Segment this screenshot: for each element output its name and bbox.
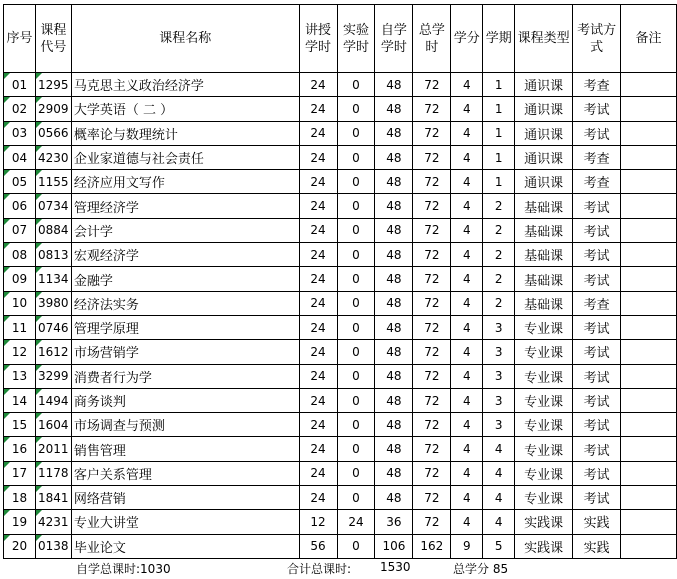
footer-self-total: 自学总课时:1030 [76,562,171,576]
row-self: 48 [375,145,413,169]
row-term: 2 [483,267,515,291]
table-row [4,97,677,121]
header-lecture: 讲授学时 [299,5,337,73]
row-code: 3980 [35,291,71,315]
row-seq: 11 [4,315,36,339]
row-lecture: 24 [299,243,337,267]
row-name: 市场营销学 [71,340,299,364]
row-lecture: 24 [299,364,337,388]
row-self: 48 [375,170,413,194]
row-exam: 考试 [573,461,621,485]
row-self: 48 [375,267,413,291]
header-name: 课程名称 [71,5,299,73]
row-type: 专业课 [515,437,573,461]
row-name: 毕业论文 [71,534,299,558]
row-name: 商务谈判 [71,388,299,412]
row-credit: 4 [451,291,483,315]
row-seq: 16 [4,437,36,461]
row-name: 宏观经济学 [71,243,299,267]
table-row [4,121,677,145]
row-name: 管理经济学 [71,194,299,218]
row-exam: 考试 [573,437,621,461]
row-term: 3 [483,315,515,339]
row-exam: 考试 [573,413,621,437]
row-seq: 17 [4,461,36,485]
row-self: 48 [375,121,413,145]
row-name: 经济应用文写作 [71,170,299,194]
footer-credit-total: 总学分 85 [453,562,509,576]
row-total: 72 [413,461,451,485]
table-row [4,194,677,218]
row-credit: 4 [451,340,483,364]
row-type: 专业课 [515,388,573,412]
row-exam: 考试 [573,315,621,339]
row-note [621,364,677,388]
row-lab: 0 [337,218,375,242]
row-lecture: 24 [299,97,337,121]
row-lecture: 56 [299,534,337,558]
row-seq: 10 [4,291,36,315]
table-row [4,73,677,97]
row-exam: 考查 [573,291,621,315]
row-name: 金融学 [71,267,299,291]
row-note [621,510,677,534]
row-type: 通识课 [515,73,573,97]
row-seq: 18 [4,486,36,510]
row-code: 0734 [35,194,71,218]
row-note [621,437,677,461]
row-self: 48 [375,364,413,388]
row-type: 实践课 [515,510,573,534]
row-lab: 0 [337,121,375,145]
row-type: 专业课 [515,340,573,364]
row-self: 48 [375,291,413,315]
row-seq: 14 [4,388,36,412]
header-lab: 实验学时 [337,5,375,73]
row-credit: 4 [451,218,483,242]
row-seq: 06 [4,194,36,218]
row-name: 马克思主义政治经济学 [71,73,299,97]
row-seq: 19 [4,510,36,534]
row-name: 专业大讲堂 [71,510,299,534]
row-seq: 02 [4,97,36,121]
row-term: 1 [483,170,515,194]
row-code: 0746 [35,315,71,339]
row-code: 2909 [35,97,71,121]
row-term: 1 [483,97,515,121]
row-code: 4231 [35,510,71,534]
footer-total-value: 1530 [380,560,411,574]
row-note [621,145,677,169]
row-code: 1494 [35,388,71,412]
header-code: 课程代号 [35,5,71,73]
row-term: 4 [483,461,515,485]
row-exam: 考查 [573,73,621,97]
table-row [4,534,677,558]
row-lab: 0 [337,413,375,437]
row-type: 专业课 [515,364,573,388]
row-type: 专业课 [515,461,573,485]
row-term: 3 [483,364,515,388]
row-credit: 4 [451,145,483,169]
row-self: 48 [375,218,413,242]
row-term: 4 [483,437,515,461]
row-self: 48 [375,437,413,461]
row-code: 1134 [35,267,71,291]
table-row [4,388,677,412]
row-exam: 考试 [573,340,621,364]
row-lab: 0 [337,73,375,97]
table-row [4,291,677,315]
row-term: 4 [483,486,515,510]
row-lab: 0 [337,388,375,412]
row-lecture: 24 [299,291,337,315]
row-code: 0813 [35,243,71,267]
row-lecture: 24 [299,170,337,194]
row-name: 经济法实务 [71,291,299,315]
row-note [621,194,677,218]
row-type: 基础课 [515,218,573,242]
row-note [621,413,677,437]
row-lab: 0 [337,145,375,169]
row-code: 0884 [35,218,71,242]
table-row [4,510,677,534]
row-total: 72 [413,340,451,364]
table-row [4,340,677,364]
row-note [621,97,677,121]
row-total: 72 [413,218,451,242]
row-lecture: 24 [299,267,337,291]
row-type: 专业课 [515,486,573,510]
row-type: 基础课 [515,267,573,291]
row-code: 0566 [35,121,71,145]
row-lecture: 24 [299,145,337,169]
row-name: 会计学 [71,218,299,242]
row-note [621,486,677,510]
row-lab: 0 [337,97,375,121]
header-term: 学期 [483,5,515,73]
row-seq: 13 [4,364,36,388]
row-lecture: 12 [299,510,337,534]
row-note [621,291,677,315]
row-note [621,534,677,558]
row-exam: 考试 [573,243,621,267]
row-type: 通识课 [515,170,573,194]
row-code: 1841 [35,486,71,510]
row-credit: 4 [451,170,483,194]
row-lab: 0 [337,534,375,558]
row-credit: 4 [451,315,483,339]
row-term: 3 [483,340,515,364]
row-name: 管理学原理 [71,315,299,339]
table-row [4,145,677,169]
row-note [621,73,677,97]
header-total: 总学时 [413,5,451,73]
row-total: 72 [413,121,451,145]
row-lecture: 24 [299,121,337,145]
row-lab: 0 [337,194,375,218]
row-credit: 4 [451,510,483,534]
row-code: 3299 [35,364,71,388]
row-type: 通识课 [515,121,573,145]
table-row [4,218,677,242]
row-seq: 01 [4,73,36,97]
table-row [4,437,677,461]
header-self: 自学学时 [375,5,413,73]
row-seq: 20 [4,534,36,558]
row-credit: 4 [451,97,483,121]
row-note [621,121,677,145]
row-total: 72 [413,291,451,315]
row-lab: 0 [337,243,375,267]
row-code: 0138 [35,534,71,558]
row-lecture: 24 [299,218,337,242]
row-type: 基础课 [515,291,573,315]
row-lab: 0 [337,364,375,388]
row-seq: 03 [4,121,36,145]
row-exam: 考查 [573,170,621,194]
row-total: 72 [413,267,451,291]
table-row [4,267,677,291]
row-total: 72 [413,486,451,510]
row-exam: 考试 [573,218,621,242]
row-exam: 考试 [573,364,621,388]
row-credit: 4 [451,461,483,485]
row-code: 4230 [35,145,71,169]
row-exam: 考试 [573,388,621,412]
row-self: 48 [375,97,413,121]
row-type: 基础课 [515,194,573,218]
row-term: 5 [483,534,515,558]
row-total: 72 [413,170,451,194]
row-credit: 4 [451,243,483,267]
row-term: 4 [483,510,515,534]
table-row [4,243,677,267]
row-self: 48 [375,340,413,364]
row-code: 1612 [35,340,71,364]
table-row [4,170,677,194]
header-row [4,5,677,73]
header-credit: 学分 [451,5,483,73]
row-note [621,170,677,194]
row-type: 实践课 [515,534,573,558]
row-name: 客户关系管理 [71,461,299,485]
row-self: 48 [375,413,413,437]
row-self: 48 [375,315,413,339]
row-self: 36 [375,510,413,534]
row-exam: 实践 [573,510,621,534]
header-note: 备注 [621,5,677,73]
row-lecture: 24 [299,340,337,364]
table-row [4,486,677,510]
row-term: 2 [483,194,515,218]
row-term: 2 [483,218,515,242]
row-exam: 考试 [573,97,621,121]
row-lab: 0 [337,267,375,291]
row-self: 48 [375,243,413,267]
row-name: 消费者行为学 [71,364,299,388]
table-row [4,364,677,388]
row-lab: 24 [337,510,375,534]
row-seq: 09 [4,267,36,291]
row-note [621,315,677,339]
row-self: 48 [375,73,413,97]
header-seq: 序号 [4,5,36,73]
row-type: 通识课 [515,97,573,121]
row-lecture: 24 [299,486,337,510]
row-type: 基础课 [515,243,573,267]
row-lecture: 24 [299,413,337,437]
row-self: 48 [375,194,413,218]
row-total: 72 [413,437,451,461]
row-name: 概率论与数理统计 [71,121,299,145]
row-credit: 4 [451,388,483,412]
row-code: 1604 [35,413,71,437]
row-exam: 考试 [573,267,621,291]
row-type: 通识课 [515,145,573,169]
row-term: 3 [483,388,515,412]
row-note [621,243,677,267]
row-seq: 04 [4,145,36,169]
row-total: 72 [413,510,451,534]
course-table [3,4,677,559]
row-seq: 12 [4,340,36,364]
row-total: 72 [413,413,451,437]
row-note [621,388,677,412]
row-code: 1295 [35,73,71,97]
row-code: 1178 [35,461,71,485]
row-term: 1 [483,73,515,97]
row-note [621,218,677,242]
row-term: 2 [483,243,515,267]
row-credit: 4 [451,413,483,437]
row-credit: 4 [451,267,483,291]
row-lab: 0 [337,486,375,510]
row-lecture: 24 [299,194,337,218]
row-lecture: 24 [299,461,337,485]
header-exam: 考试方式 [573,5,621,73]
row-credit: 4 [451,121,483,145]
row-term: 1 [483,121,515,145]
row-exam: 考试 [573,194,621,218]
row-name: 市场调查与预测 [71,413,299,437]
row-exam: 实践 [573,534,621,558]
row-exam: 考试 [573,486,621,510]
row-type: 专业课 [515,413,573,437]
row-lab: 0 [337,340,375,364]
row-self: 106 [375,534,413,558]
row-total: 72 [413,145,451,169]
row-name: 企业家道德与社会责任 [71,145,299,169]
row-seq: 05 [4,170,36,194]
table-row [4,413,677,437]
row-lab: 0 [337,437,375,461]
row-term: 2 [483,291,515,315]
row-lab: 0 [337,315,375,339]
row-name: 网络营销 [71,486,299,510]
footer-total-label: 合计总课时: [287,562,352,576]
row-lecture: 24 [299,437,337,461]
row-lab: 0 [337,461,375,485]
table-row [4,315,677,339]
row-self: 48 [375,388,413,412]
row-credit: 9 [451,534,483,558]
row-note [621,340,677,364]
row-note [621,461,677,485]
row-name: 大学英语（ 二 ） [71,97,299,121]
row-total: 162 [413,534,451,558]
row-total: 72 [413,364,451,388]
row-self: 48 [375,486,413,510]
row-seq: 08 [4,243,36,267]
header-type: 课程类型 [515,5,573,73]
row-self: 48 [375,461,413,485]
row-code: 2011 [35,437,71,461]
row-credit: 4 [451,73,483,97]
row-term: 1 [483,145,515,169]
row-lecture: 24 [299,315,337,339]
row-lab: 0 [337,170,375,194]
row-total: 72 [413,97,451,121]
row-total: 72 [413,388,451,412]
row-lecture: 24 [299,73,337,97]
row-credit: 4 [451,437,483,461]
row-code: 1155 [35,170,71,194]
row-credit: 4 [451,194,483,218]
row-exam: 考试 [573,121,621,145]
row-credit: 4 [451,364,483,388]
row-total: 72 [413,194,451,218]
row-exam: 考查 [573,145,621,169]
table-row [4,461,677,485]
row-term: 3 [483,413,515,437]
row-type: 专业课 [515,315,573,339]
row-seq: 07 [4,218,36,242]
row-credit: 4 [451,486,483,510]
row-lab: 0 [337,291,375,315]
row-name: 销售管理 [71,437,299,461]
row-seq: 15 [4,413,36,437]
row-total: 72 [413,315,451,339]
row-total: 72 [413,243,451,267]
row-lecture: 24 [299,388,337,412]
row-total: 72 [413,73,451,97]
row-note [621,267,677,291]
